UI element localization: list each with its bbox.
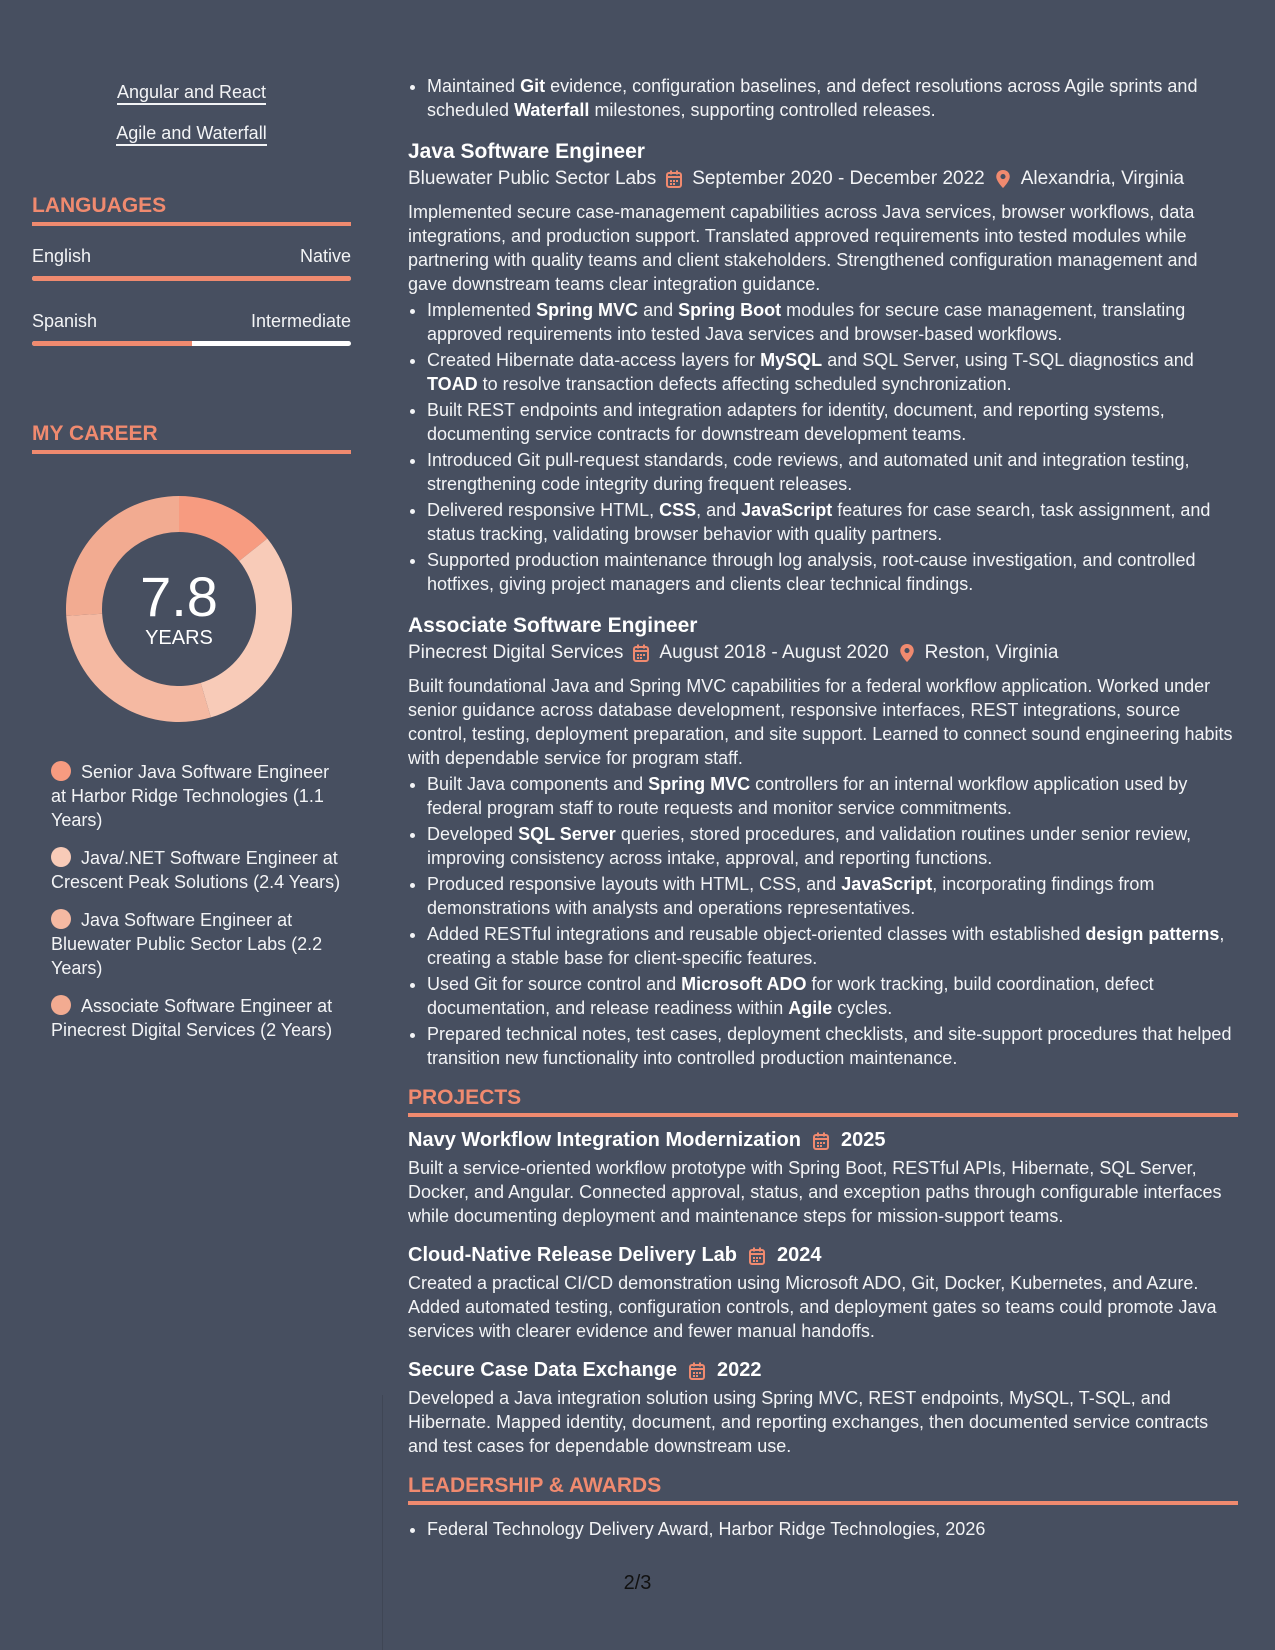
job-meta [408, 642, 1238, 664]
job-company: Bluewater Public Sector Labs [408, 168, 657, 189]
experience-prev-bullets [408, 74, 1238, 122]
project-year: 2025 [841, 1129, 886, 1151]
job-bullet: • Prepared technical notes, test cases, deployment checklists, and site-support procedures that helped transition new functionality into controlled production maintenance. [427, 1022, 1238, 1070]
career-legend-item [51, 760, 341, 832]
leadership-title: LEADERSHIP & AWARDS [408, 1474, 1238, 1505]
legend-dot [51, 995, 71, 1015]
project-desc: Built a service-oriented workflow prototype with Spring Boot, RESTful APIs, Hibernate, SQL Server, Docker, and Angular. Connected approval, status, and exception paths through configurable interfaces while documenting deployment and maintenance steps for mission-support teams. [408, 1158, 1222, 1226]
skill-angular-react[interactable]: Angular and React [32, 82, 351, 103]
job-entry [408, 140, 1238, 596]
legend-label: Java Software Engineer at Bluewater Public Sector Labs (2.2 Years) [51, 910, 323, 978]
job-bullet: • Built REST endpoints and integration adapters for identity, document, and reporting systems, documenting service contracts for downstream development teams. [427, 398, 1238, 446]
languages-title: LANGUAGES [32, 194, 351, 226]
job-title: Associate Software Engineer [408, 614, 698, 637]
project-year: 2022 [717, 1359, 762, 1381]
calendar-icon [813, 1132, 829, 1150]
language-name: English [32, 246, 92, 266]
project-entry [408, 1244, 1238, 1343]
job-bullet: • Added RESTful integrations and reusable object-oriented classes with established design patterns, creating a stable base for client-specific features. [427, 922, 1238, 970]
calendar-icon [633, 644, 649, 662]
career-legend-item [51, 908, 341, 980]
project-year: 2024 [777, 1244, 822, 1266]
legend-dot [51, 909, 71, 929]
job-bullet: • Supported production maintenance through log analysis, root-cause investigation, and controlled hotfixes, giving project managers and clients clear technical findings. [427, 548, 1238, 596]
language-item [32, 246, 351, 281]
job-bullet: • Implemented Spring MVC and Spring Boot modules for secure case management, translating approved requirements into tested Java services and browser-based workflows. [427, 298, 1238, 346]
job-bullet: • Used Git for source control and Microsoft ADO for work tracking, build coordination, defect documentation, and release readiness within Agile cycles. [427, 972, 1238, 1020]
job-bullet: • Created Hibernate data-access layers for MySQL and SQL Server, using T-SQL diagnostics and TOAD to resolve transaction defects affecting scheduled synchronization. [427, 348, 1238, 396]
leadership-item: • Federal Technology Delivery Award, Harbor Ridge Technologies, 2026 [427, 1517, 1238, 1541]
projects-title: PROJECTS [408, 1086, 1238, 1117]
right-column [408, 74, 1238, 1543]
page-number: 2/3 [623, 1572, 652, 1594]
project-entry [408, 1359, 1238, 1458]
job-bullet: • Delivered responsive HTML, CSS, and JavaScript features for case search, task assignment, and status tracking, validating browser behavior with quality partners. [427, 498, 1238, 546]
career-legend-item [51, 846, 341, 894]
job-meta [408, 168, 1238, 190]
job-location: Alexandria, Virginia [1020, 168, 1185, 189]
career-total: 7.8 [140, 564, 218, 628]
language-bar [32, 276, 351, 281]
location-pin-icon [995, 170, 1011, 188]
language-bar [32, 341, 351, 346]
job-summary: Implemented secure case-management capabilities across Java services, browser workflows, data integrations, and production support. Translated approved requirements into tested modules while partnering with quality teams and client stakeholders. Strengthened configuration management and gave downstream teams clear integration guidance. [408, 202, 1198, 294]
career-donut [66, 496, 292, 722]
job-bullet: • Produced responsive layouts with HTML, CSS, and JavaScript, incorporating findings from demonstrations with analysts and operations representatives. [427, 872, 1238, 920]
job-dates: September 2020 - December 2022 [692, 168, 985, 189]
experience-list [408, 140, 1238, 1070]
languages-list [32, 246, 351, 346]
language-level: Intermediate [250, 311, 351, 331]
language-bar-fill [32, 276, 351, 281]
project-entry [408, 1129, 1238, 1228]
job-summary: Built foundational Java and Spring MVC capabilities for a federal workflow application. Worked under senior guidance across database development, responsive interfaces, REST integrations, source control, testing, deployment preparation, and site support. Learned to connect sound engineering habits with dependable service for program staff. [408, 676, 1233, 768]
job-bullet: • Developed SQL Server queries, stored procedures, and validation routines under senior review, improving consistency across intake, approval, and reporting functions. [427, 822, 1238, 870]
career-title: MY CAREER [32, 422, 351, 454]
calendar-icon [689, 1362, 705, 1380]
calendar-icon [666, 170, 682, 188]
project-name: Secure Case Data Exchange [408, 1359, 678, 1381]
legend-dot [51, 847, 71, 867]
job-bullet: • Built Java components and Spring MVC controllers for an internal workflow application used by federal program staff to route requests and monitor service commitments. [427, 772, 1238, 820]
legend-label: Associate Software Engineer at Pinecrest Digital Services (2 Years) [51, 996, 333, 1040]
language-bar-fill [32, 341, 192, 346]
career-legend [51, 760, 341, 1042]
job-title: Java Software Engineer [408, 140, 645, 163]
left-column [32, 70, 351, 1056]
job-bullets [408, 298, 1238, 596]
calendar-icon [749, 1247, 765, 1265]
job-bullets [408, 772, 1238, 1070]
skill-agile-waterfall[interactable]: Agile and Waterfall [32, 123, 351, 144]
language-name: Spanish [32, 311, 98, 331]
legend-label: Java/.NET Software Engineer at Crescent Peak Solutions (2.4 Years) [51, 848, 341, 892]
project-name: Cloud-Native Release Delivery Lab [408, 1244, 738, 1266]
location-pin-icon [899, 644, 915, 662]
language-level: Native [299, 246, 351, 266]
column-divider [382, 1395, 383, 1650]
job-dates: August 2018 - August 2020 [659, 642, 889, 663]
career-legend-item [51, 994, 341, 1042]
job-company: Pinecrest Digital Services [408, 642, 624, 663]
job-location: Reston, Virginia [924, 642, 1059, 663]
language-item [32, 311, 351, 346]
legend-label: Senior Java Software Engineer at Harbor Ridge Technologies (1.1 Years) [51, 762, 330, 830]
projects-list [408, 1129, 1238, 1458]
leadership-list [408, 1517, 1238, 1541]
project-desc: Developed a Java integration solution using Spring MVC, REST endpoints, MySQL, T-SQL, and Hibernate. Mapped identity, document, and reporting exchanges, then documented service contracts and test cases for dependable downstream use. [408, 1388, 1209, 1456]
project-desc: Created a practical CI/CD demonstration using Microsoft ADO, Git, Docker, Kubernetes, and Azure. Added automated testing, configuration controls, and deployment gates so teams could promote Java services with clearer evidence and fewer manual handoffs. [408, 1273, 1217, 1341]
career-unit: YEARS [145, 626, 213, 649]
project-name: Navy Workflow Integration Modernization [408, 1129, 801, 1151]
job-bullet: • Introduced Git pull-request standards, code reviews, and automated unit and integration testing, strengthening code integrity during frequent releases. [427, 448, 1238, 496]
job-entry [408, 614, 1238, 1070]
legend-dot [51, 761, 71, 781]
experience-bullet: • Maintained Git evidence, configuration baselines, and defect resolutions across Agile sprints and scheduled Waterfall milestones, supporting controlled releases. [427, 74, 1238, 122]
